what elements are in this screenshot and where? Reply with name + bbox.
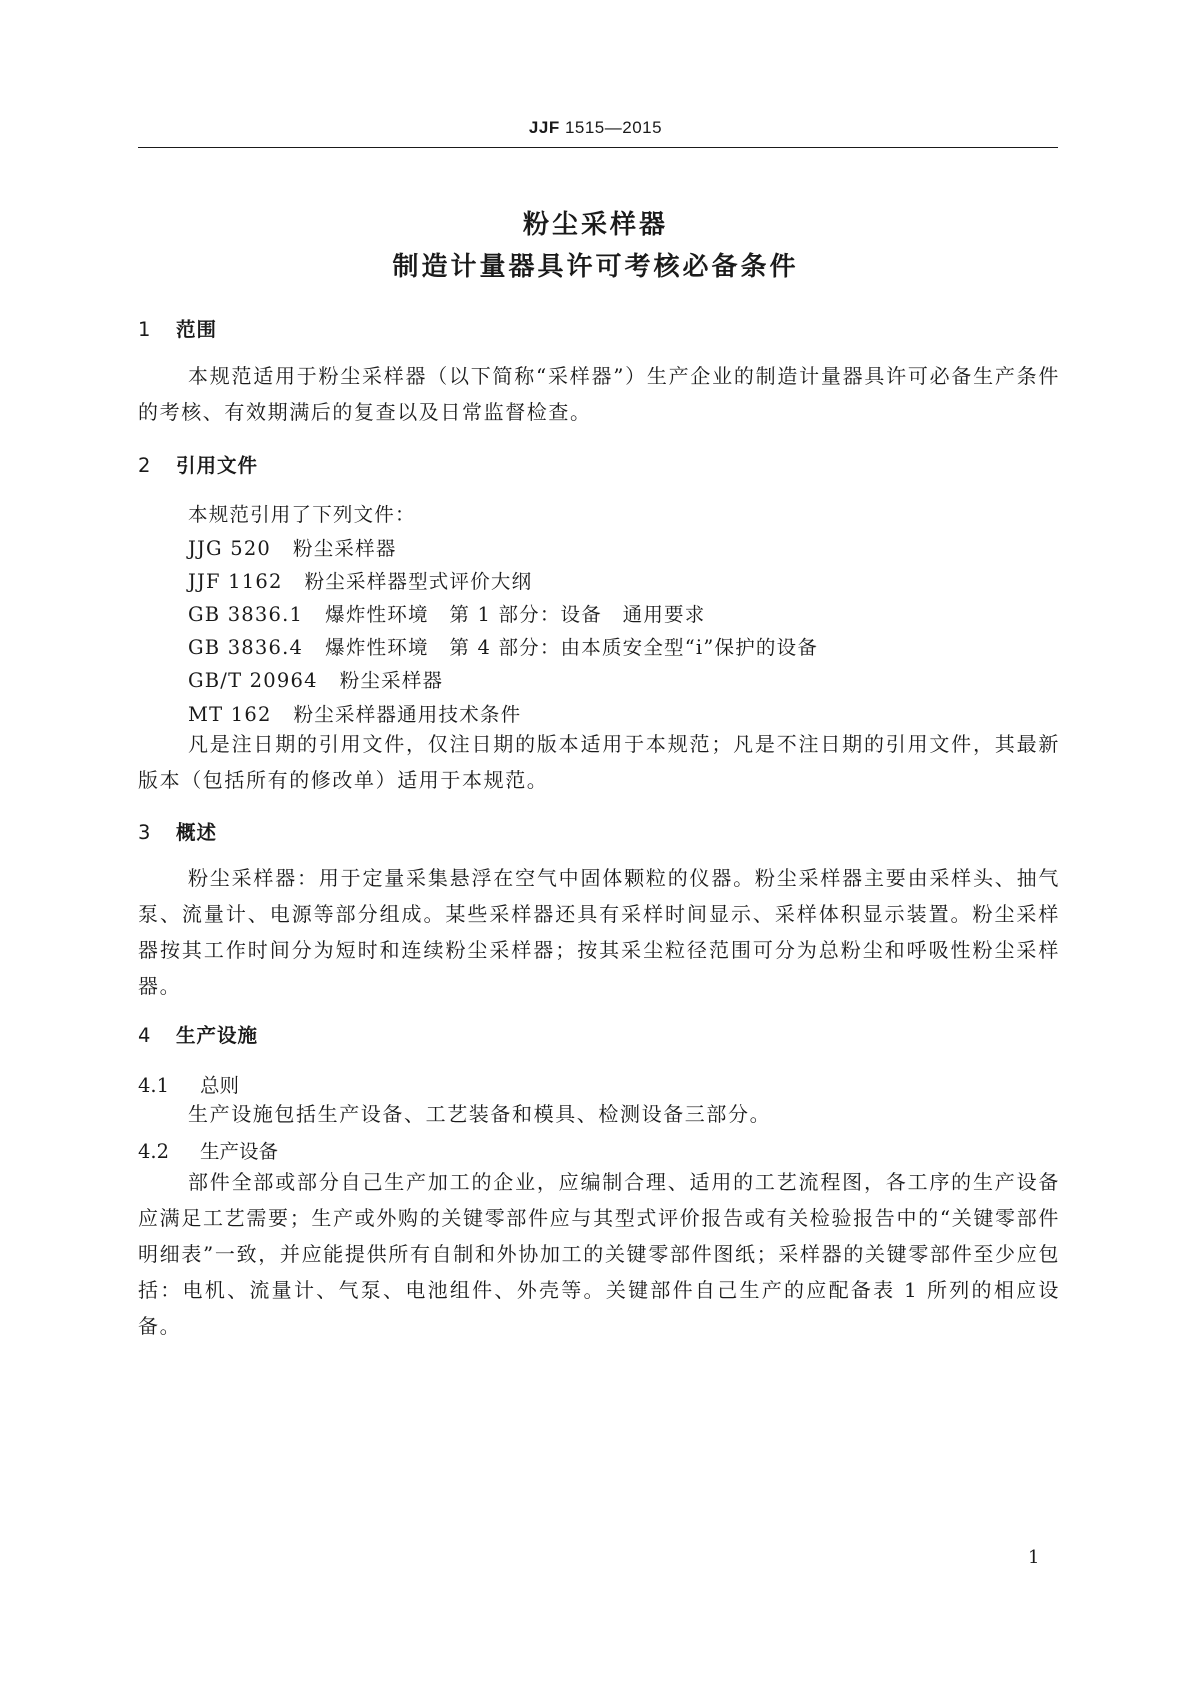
reference-item (188, 699, 521, 727)
section-heading-facilities (138, 1020, 258, 1048)
reference-title: 粉尘采样器通用技术条件 (293, 703, 522, 726)
section-title: 生产设施 (176, 1024, 259, 1047)
subsection-title: 生产设备 (200, 1140, 279, 1163)
header-divider (138, 147, 1058, 148)
subsection-production-equipment-body: 部件全部或部分自己生产加工的企业，应编制合理、适用的工艺流程图，各工序的生产设备应满足工艺需要；生产或外购的关键零部件应与其型式评价报告或有关检验报告中的“关键零部件明细表”一致，并应能提供所有自制和外协加工的关键零部件图纸；采样器的关键零部件至少应包括：电机、流量计、气泵、电池组件、外壳等。关键部件自己生产的应配备表 1 所列的相应设备。 (138, 1170, 1060, 1338)
document-code (0, 118, 1191, 138)
reference-title: 粉尘采样器 (293, 537, 397, 560)
document-code-number: 1515—2015 (564, 118, 663, 137)
section-heading-references (138, 450, 258, 478)
section-overview-body: 粉尘采样器：用于定量采集悬浮在空气中固体颗粒的仪器。粉尘采样器主要由采样头、抽气泵、流量计、电源等部分组成。某些采样器还具有采样时间显示、采样体积显示装置。粉尘采样器按其工作时间分为短时和连续粉尘采样器；按其采尘粒径范围可分为总粉尘和呼吸性粉尘采样器。 (138, 866, 1060, 998)
section-heading-overview (138, 817, 217, 845)
section-heading-scope (138, 314, 217, 342)
reference-title: 爆炸性环境 第 1 部分：设备 通用要求 (325, 603, 706, 626)
reference-code: GB/T 20964 (188, 669, 318, 692)
subsection-heading-production-equipment (138, 1136, 278, 1164)
subsection-general-body: 生产设施包括生产设备、工艺装备和模具、检测设备三部分。 (188, 1102, 772, 1126)
reference-item (188, 533, 397, 561)
reference-item (188, 599, 705, 627)
document-title-line1: 粉尘采样器 (522, 210, 668, 240)
section-title: 概述 (176, 821, 218, 844)
section-title: 引用文件 (176, 454, 259, 477)
reference-code: JJF 1162 (188, 570, 283, 593)
subsection-number: 4.1 (138, 1074, 170, 1097)
reference-code: JJG 520 (188, 537, 272, 560)
document-code-prefix: JJF (528, 118, 560, 137)
reference-title: 粉尘采样器型式评价大纲 (304, 570, 533, 593)
reference-item (188, 632, 818, 660)
reference-item (188, 665, 443, 693)
section-number: 1 (138, 318, 152, 341)
subsection-heading-general (138, 1070, 239, 1098)
section-scope-body: 本规范适用于粉尘采样器（以下简称“采样器”）生产企业的制造计量器具许可必备生产条件的考核、有效期满后的复查以及日常监督检查。 (138, 364, 1060, 424)
reference-title: 爆炸性环境 第 4 部分：由本质安全型“i”保护的设备 (325, 636, 819, 659)
reference-code: GB 3836.1 (188, 603, 304, 626)
references-intro: 本规范引用了下列文件： (188, 503, 416, 526)
reference-code: GB 3836.4 (188, 636, 304, 659)
subsection-title: 总则 (200, 1074, 240, 1097)
document-title-line2: 制造计量器具许可考核必备条件 (392, 252, 799, 282)
references-outro: 凡是注日期的引用文件，仅注日期的版本适用于本规范；凡是不注日期的引用文件，其最新版本（包括所有的修改单）适用于本规范。 (138, 732, 1060, 792)
subsection-number: 4.2 (138, 1140, 170, 1163)
reference-title: 粉尘采样器 (339, 669, 444, 692)
section-number: 3 (138, 821, 152, 844)
section-title: 范围 (176, 318, 218, 341)
reference-code: MT 162 (188, 703, 272, 726)
section-number: 4 (138, 1024, 152, 1047)
page-number: 1 (1028, 1547, 1040, 1568)
reference-item (188, 566, 532, 594)
section-number: 2 (138, 454, 152, 477)
